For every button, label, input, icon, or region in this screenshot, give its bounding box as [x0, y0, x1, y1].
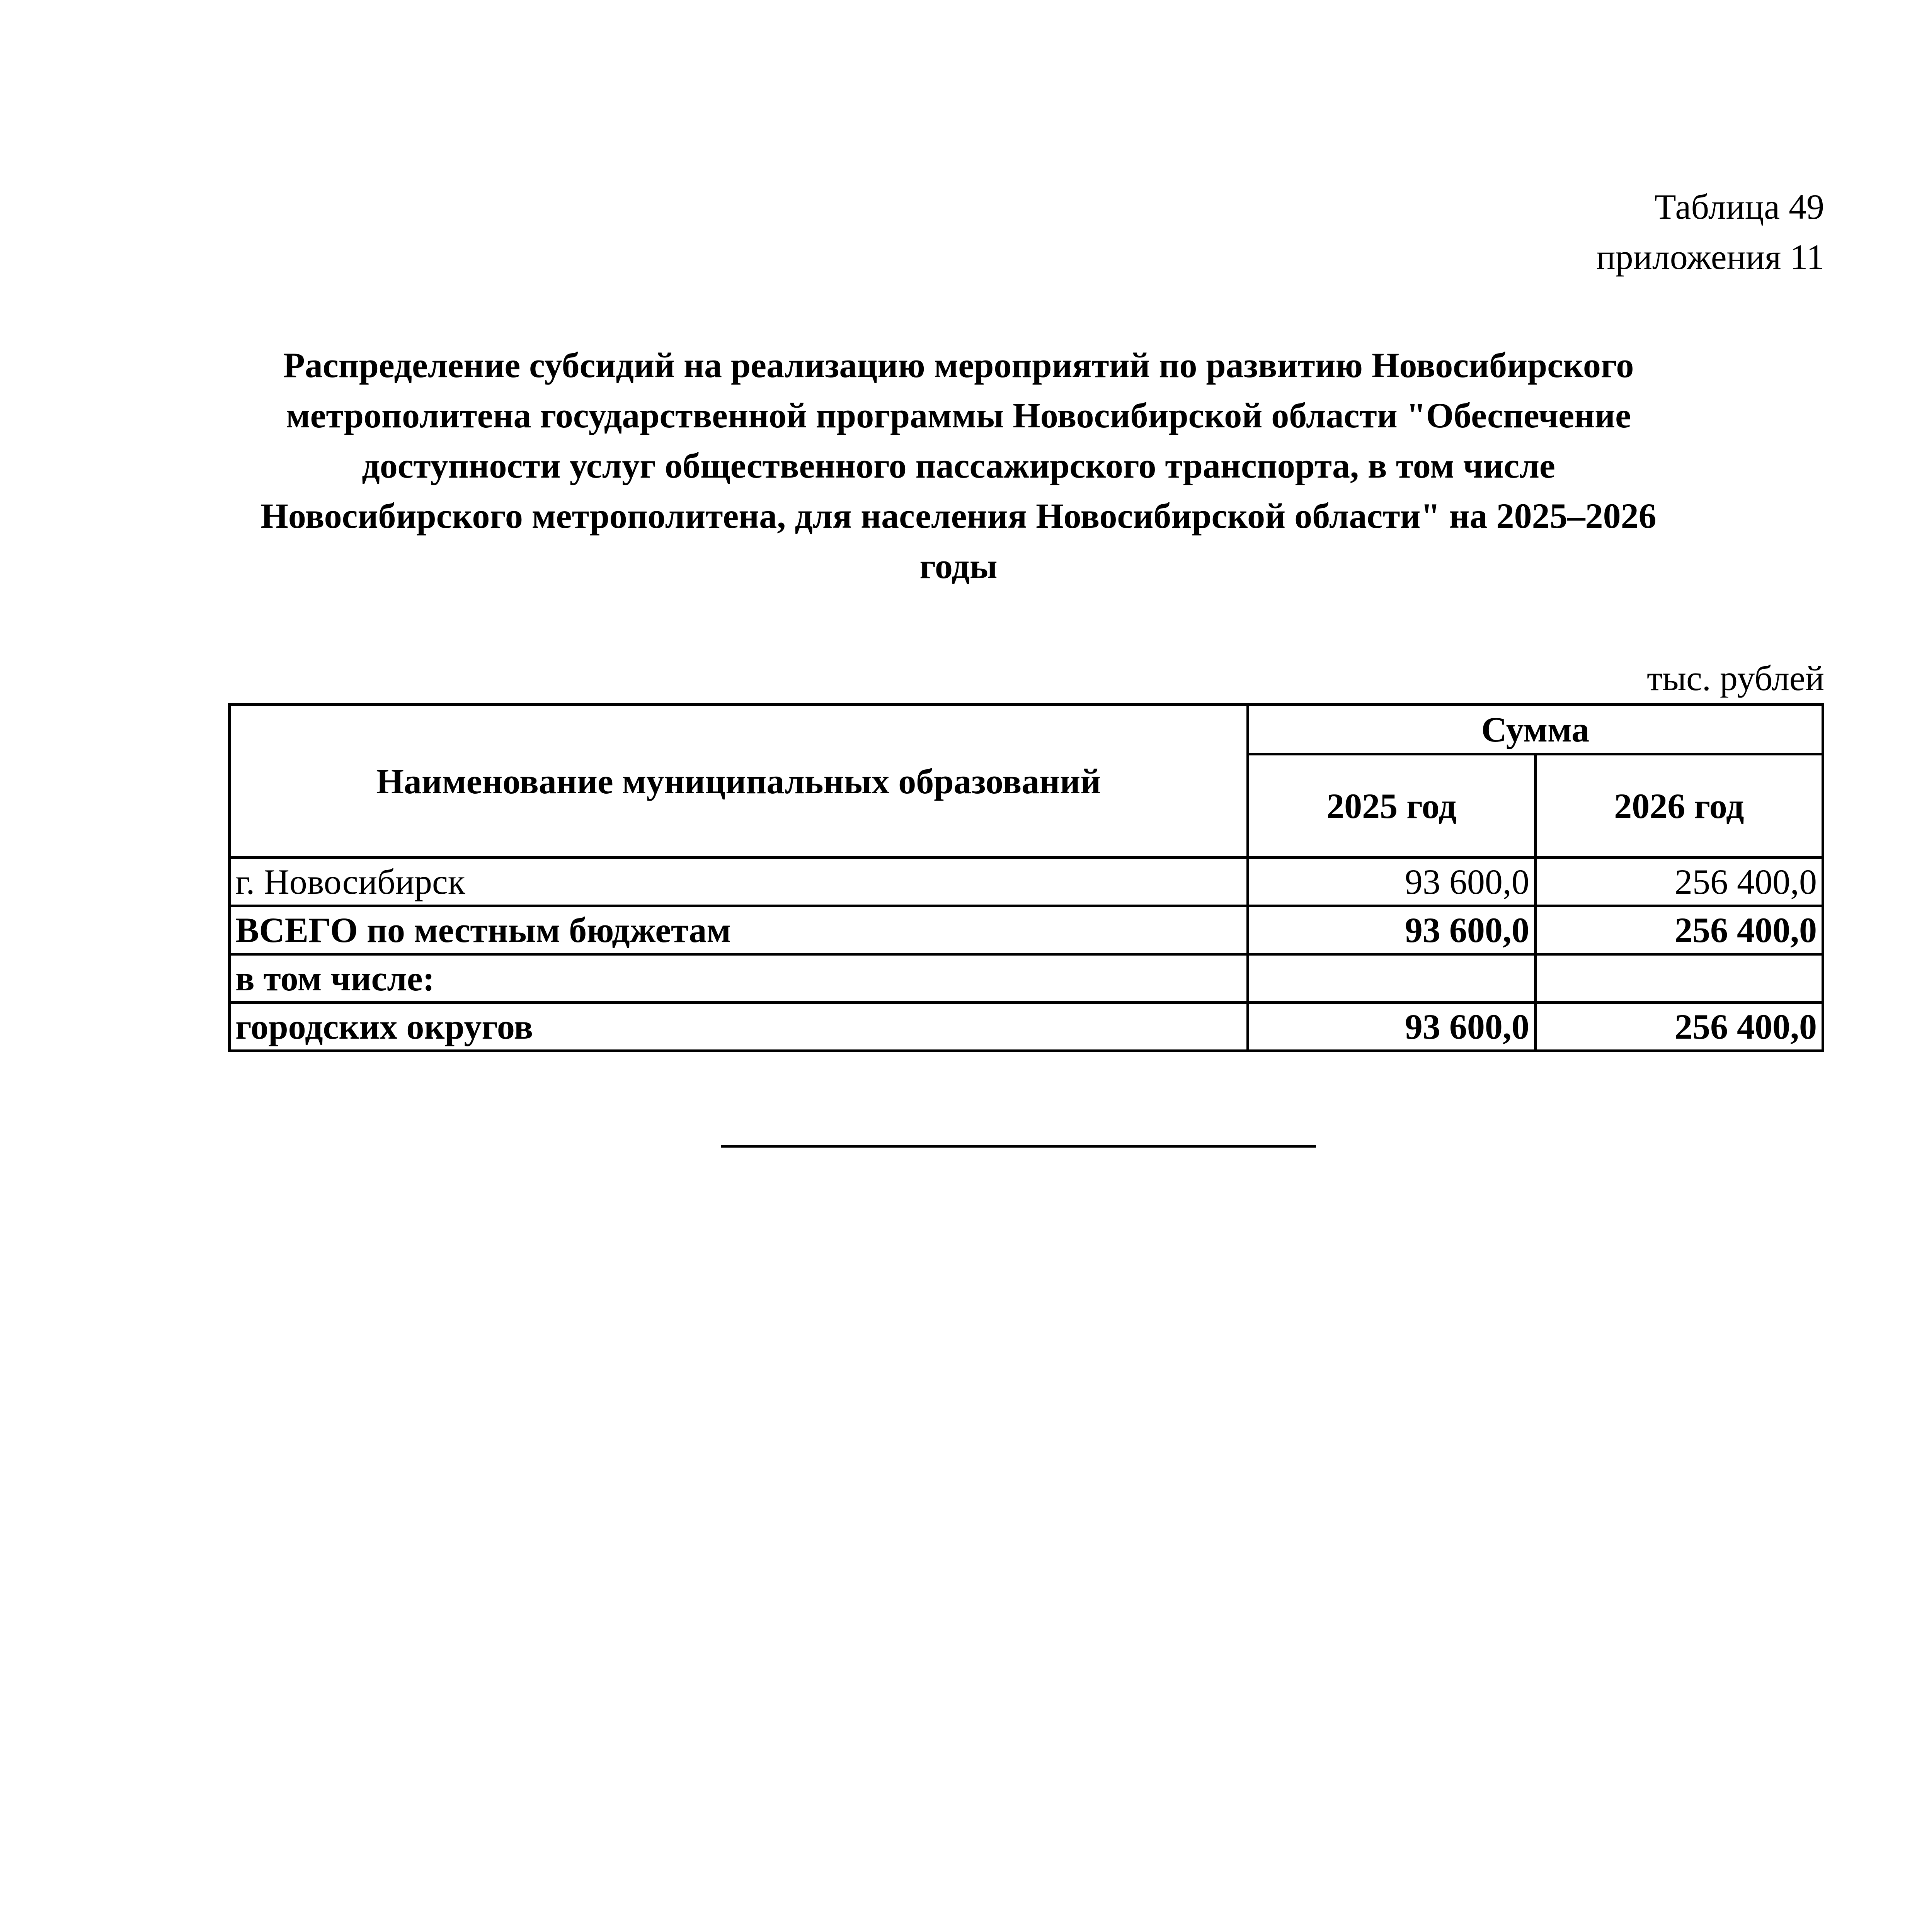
units-label: тыс. рублей [1647, 658, 1824, 698]
municipality-column-header: Наименование муниципальных образований [230, 705, 1248, 858]
table-number: Таблица 49 [1654, 187, 1824, 226]
appendix-number: приложения 11 [1596, 237, 1824, 277]
row-value-2025: 93 600,0 [1248, 1003, 1535, 1051]
row-name: г. Новосибирск [230, 858, 1248, 906]
year-2025-header: 2025 год [1248, 754, 1535, 858]
table-row [230, 858, 1823, 906]
table-row [230, 954, 1823, 1003]
row-value-2026 [1535, 954, 1823, 1003]
table-row [230, 906, 1823, 954]
row-value-2025 [1248, 954, 1535, 1003]
row-value-2026: 256 400,0 [1535, 1003, 1823, 1051]
row-name: городских округов [230, 1003, 1248, 1051]
year-2026-header: 2026 год [1535, 754, 1823, 858]
row-value-2026: 256 400,0 [1535, 858, 1823, 906]
row-value-2025: 93 600,0 [1248, 858, 1535, 906]
table-reference [1596, 182, 1824, 282]
row-name: в том числе: [230, 954, 1248, 1003]
row-value-2025: 93 600,0 [1248, 906, 1535, 954]
row-name: ВСЕГО по местным бюджетам [230, 906, 1248, 954]
closing-rule [721, 1145, 1316, 1148]
subsidy-table [228, 703, 1824, 1052]
sum-column-header: Сумма [1248, 705, 1823, 754]
document-title: Распределение субсидий на реализацию мероприятий по развитию Новосибирского метрополитена государственной программы Новосибирской области "Обеспечение доступности услуг общественного пассажирского транспорта, в том числе Новосибирского метрополитена, для населения Новосибирской области" на 2025–2026 годы [260, 345, 1657, 586]
table-row [230, 1003, 1823, 1051]
row-value-2026: 256 400,0 [1535, 906, 1823, 954]
